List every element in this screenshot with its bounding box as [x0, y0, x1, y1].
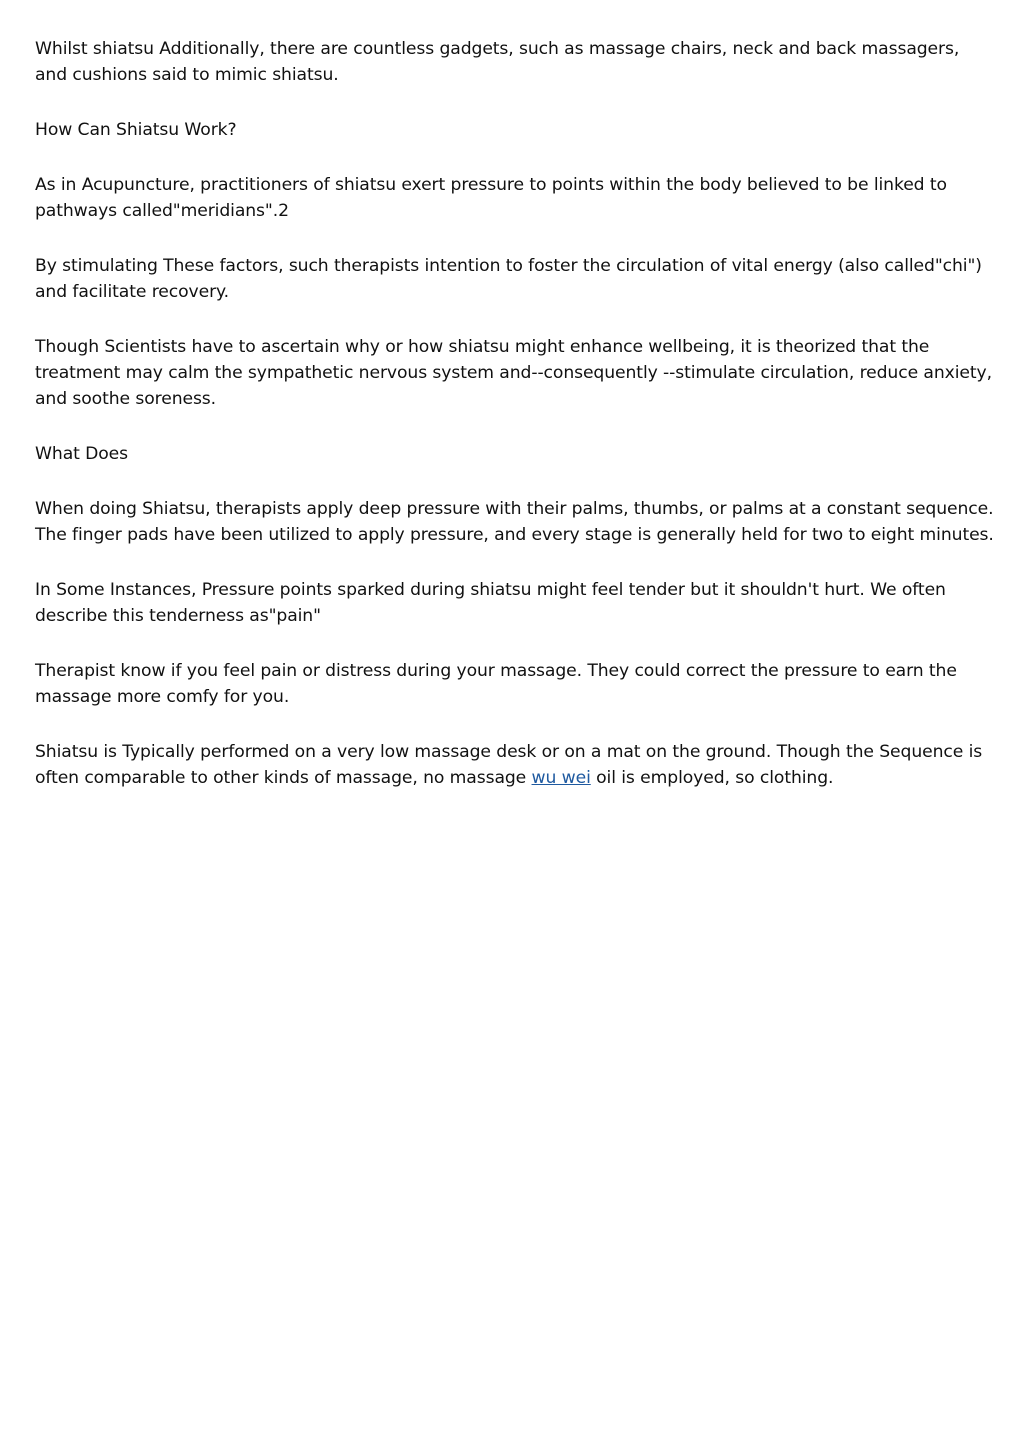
paragraph-scientists: Though Scientists have to ascertain why or how shiatsu might enhance wellbeing, it is theorized that the treatment may calm the sympathetic nervous system and--consequently --stimulate circulation, reduce anxiety, and soothe soreness.: [35, 337, 992, 409]
paragraph-therapist: Therapist know if you feel pain or distress during your massage. They could correct the pressure to earn the massage more comfy for you.: [35, 661, 957, 707]
paragraph-intro: Whilst shiatsu Additionally, there are countless gadgets, such as massage chairs, neck and back massagers, and cushions said to mimic shiatsu.: [35, 39, 960, 85]
paragraph-performed: [35, 739, 995, 791]
document-body: [35, 36, 995, 820]
heading-how-shiatsu-works: How Can Shiatsu Work?: [35, 120, 237, 140]
paragraph-pressure-points: In Some Instances, Pressure points sparked during shiatsu might feel tender but it shouldn't hurt. We often describe this tenderness as"pain": [35, 580, 946, 626]
paragraph-acupuncture: As in Acupuncture, practitioners of shiatsu exert pressure to points within the body believed to be linked to pathways called"meridians".2: [35, 175, 947, 221]
paragraph-performed-text-start: Shiatsu is Typically performed on a very low massage desk or on a mat on the ground. Though the Sequence is often comparable to other kinds of massage, no massage: [35, 742, 983, 788]
paragraph-when-doing: When doing Shiatsu, therapists apply deep pressure with their palms, thumbs, or palms at a constant sequence. The finger pads have been utilized to apply pressure, and every stage is generally held for two to eight minutes.: [35, 499, 994, 545]
paragraph-stimulating: By stimulating These factors, such therapists intention to foster the circulation of vital energy (also called"chi") and facilitate recovery.: [35, 256, 982, 302]
wu-wei-link[interactable]: wu wei: [531, 768, 591, 788]
heading-what-does: What Does: [35, 444, 129, 464]
paragraph-performed-text-end: oil is employed, so clothing.: [590, 768, 834, 788]
